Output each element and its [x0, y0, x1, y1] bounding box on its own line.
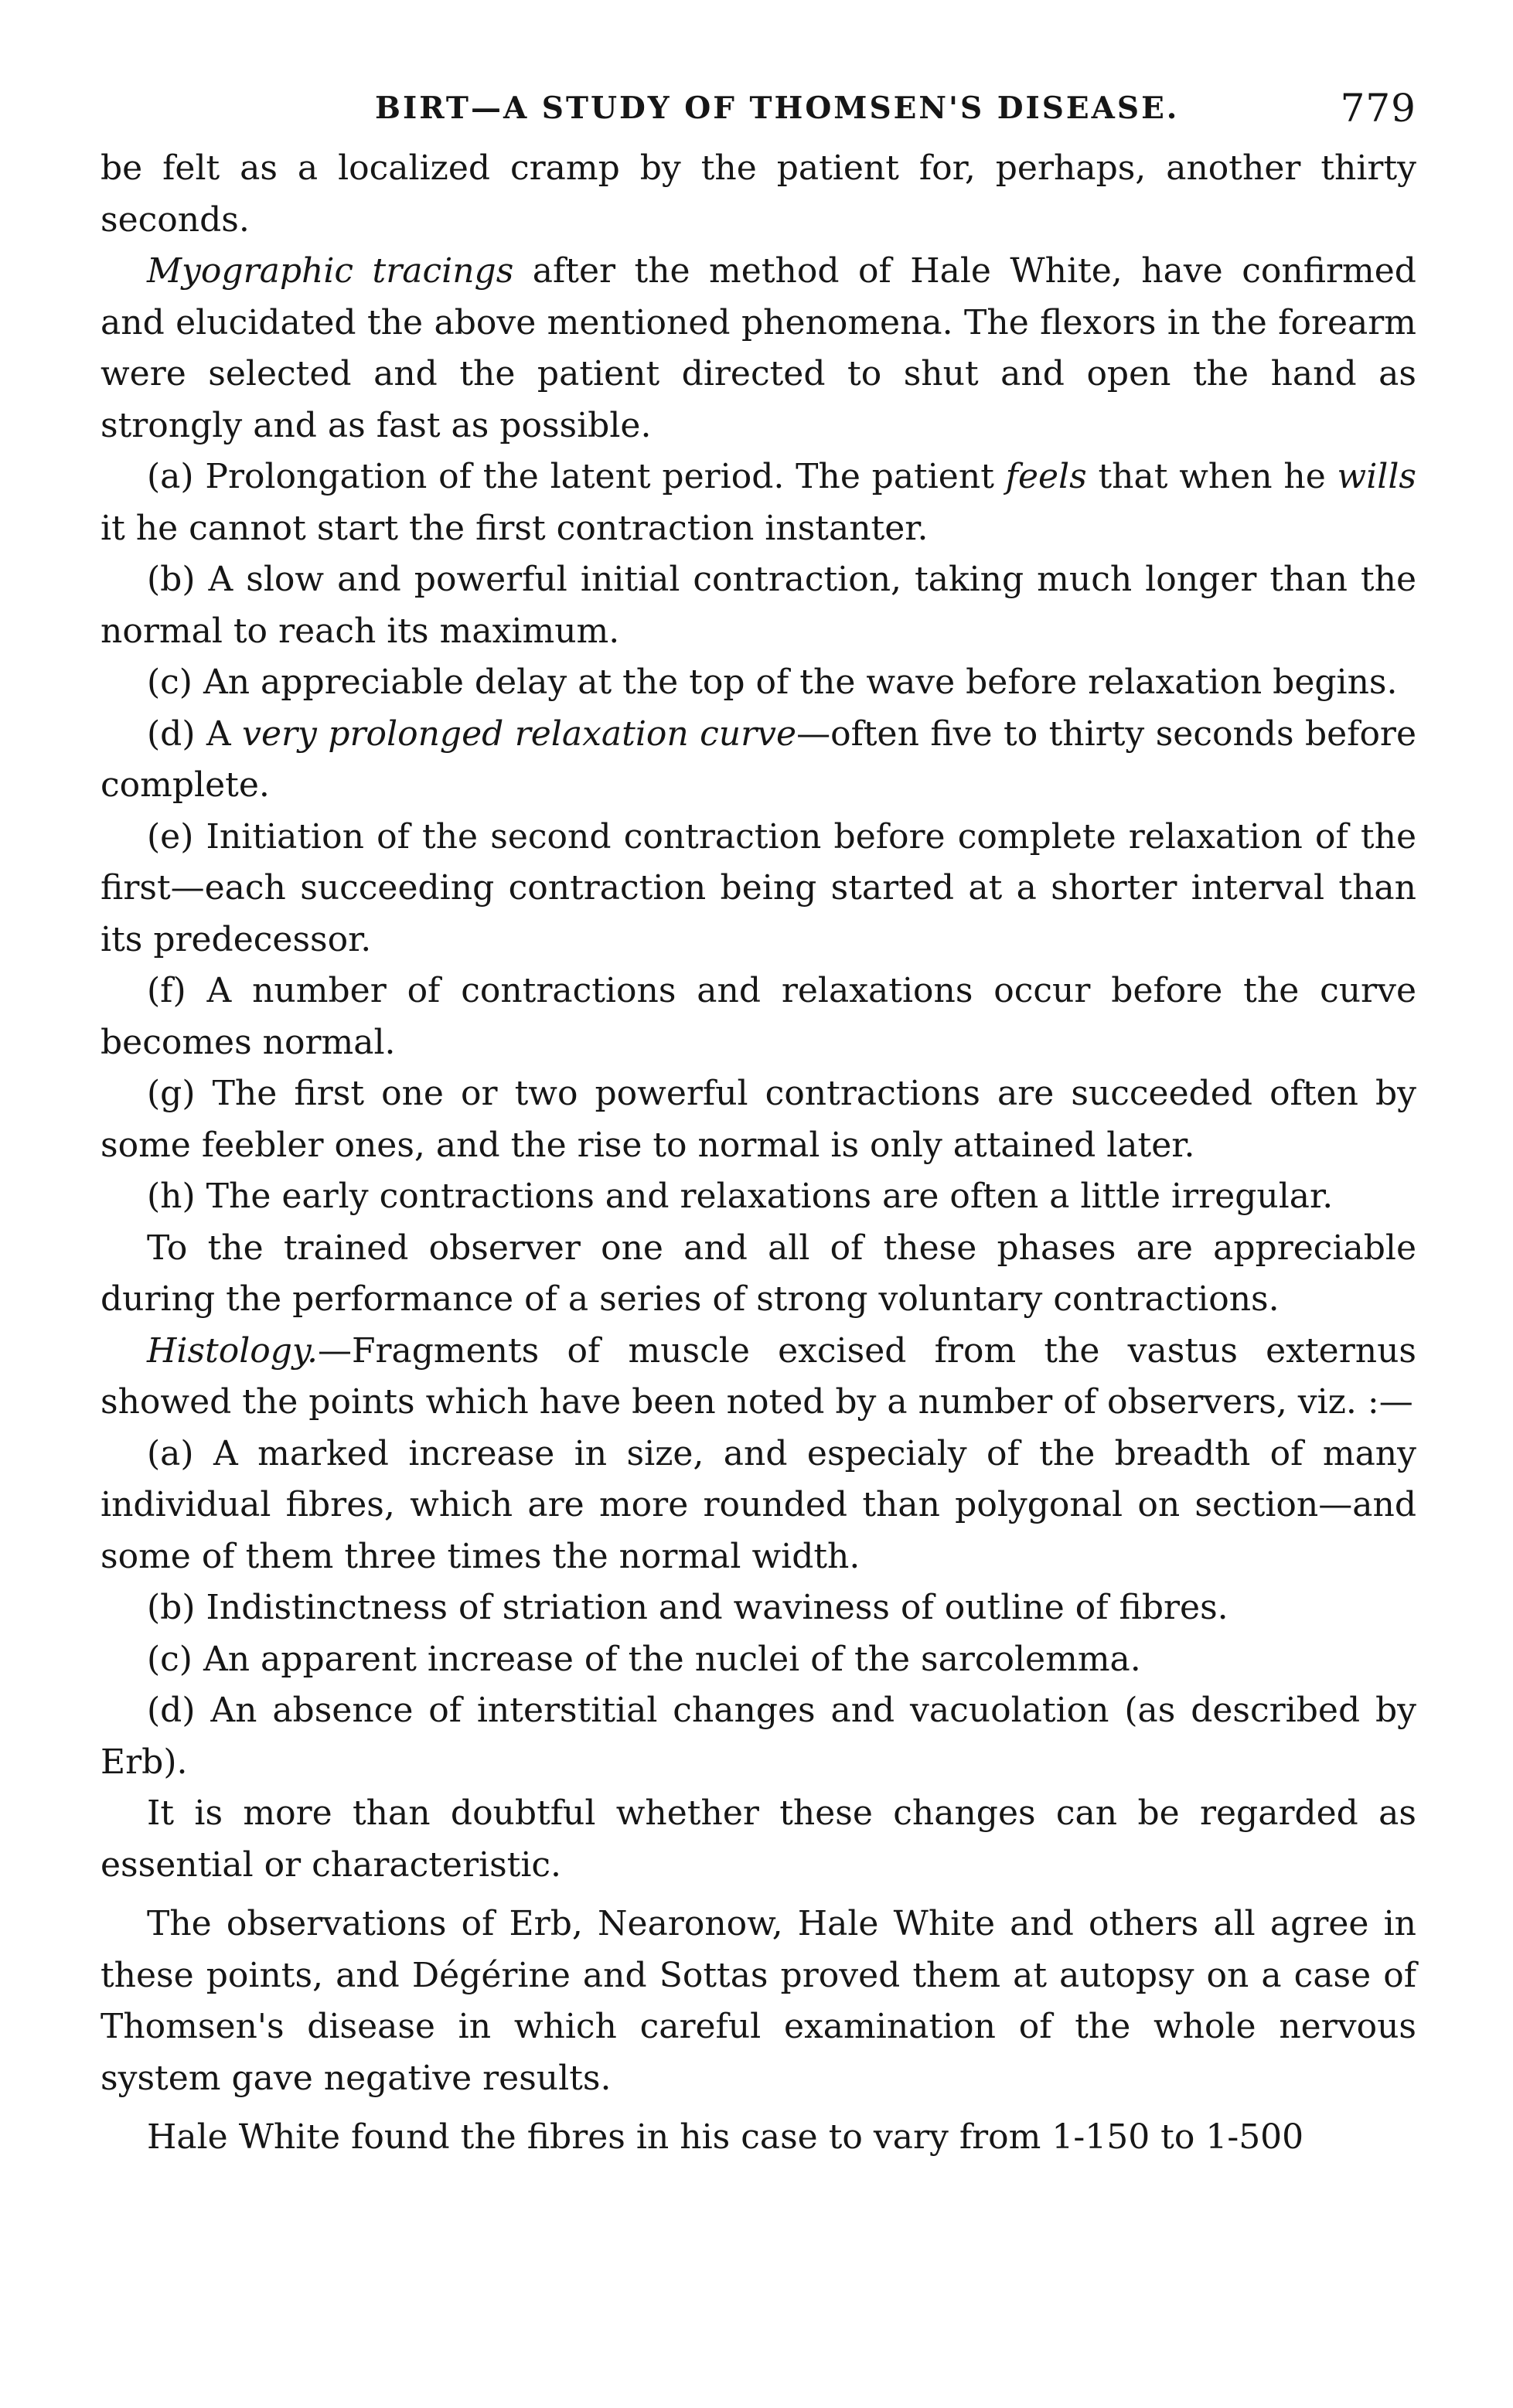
list-item: (d) An absence of interstitial changes and vacuolation (as described by Erb).: [101, 1691, 1416, 1782]
paragraph-myographic: Myographic tracings after the method of Hale White, have confirmed and elucidated the above mentioned phenomena. The flexors in the forearm were selected and the patient directed to shut and open the hand as strongly and as fast as possible.: [101, 251, 1416, 445]
section-lead-histology: Histology.: [147, 1330, 318, 1371]
section-lead-myographic: Myographic tracings: [147, 251, 514, 291]
page-number: 779: [1340, 86, 1416, 131]
paragraph-hale-white: Hale White found the fibres in his case to vary from 1-150 to 1-500: [147, 2117, 1304, 2157]
list-item: (g) The first one or two powerful contractions are succeeded often by some feebler ones, and the rise to normal is only attained later.: [101, 1074, 1416, 1165]
list-item: (b) A slow and powerful initial contraction, taking much longer than the normal to reach its maximum.: [101, 560, 1416, 651]
paragraph-trained-observer: To the trained observer one and all of these phases are appreciable during the performance of a series of strong voluntary contractions.: [101, 1228, 1416, 1319]
list-item: (f) A number of contractions and relaxations occur before the curve becomes normal.: [101, 971, 1416, 1062]
list-item: (e) Initiation of the second contraction before complete relaxation of the first—each succeeding contraction being started at a shorter interval than its predecessor.: [101, 816, 1416, 959]
list-item: (c) An appreciable delay at the top of the wave before relaxation begins.: [147, 662, 1398, 702]
paragraph-doubtful: It is more than doubtful whether these changes can be regarded as essential or characteristic.: [101, 1793, 1416, 1885]
running-title: BIRT—A STUDY OF THOMSEN'S DISEASE.: [375, 90, 1180, 126]
running-header: [101, 73, 1416, 143]
body-text: [101, 143, 1416, 2164]
list-item: (h) The early contractions and relaxations are often a little irregular.: [147, 1177, 1334, 1216]
paragraph-observations: The observations of Erb, Nearonow, Hale White and others all agree in these points, and Dégérine and Sottas proved them at autopsy on a case of Thomsen's disease in which careful examination of the whole nervous system gave negative results.: [101, 1904, 1416, 2098]
list-item: (c) An apparent increase of the nuclei of the sarcolemma.: [147, 1639, 1141, 1679]
list-item: (a) A marked increase in size, and especialy of the breadth of many individual fibres, which are more rounded than polygonal on section—and some of them three times the normal width.: [101, 1433, 1416, 1576]
paragraph-continuation: be felt as a localized cramp by the patient for, perhaps, another thirty seconds.: [101, 148, 1416, 240]
paragraph-histology: Histology.—Fragments of muscle excised from the vastus externus showed the points which have been noted by a number of observers, viz. :—: [101, 1330, 1416, 1422]
list-item: (d) A very prolonged relaxation curve—often five to thirty seconds before complete.: [101, 714, 1417, 805]
list-item: (a) Prolongation of the latent period. The patient feels that when he wills it he cannot start the first contraction instanter.: [101, 457, 1417, 548]
list-item: (b) Indistinctness of striation and waviness of outline of fibres.: [147, 1588, 1228, 1627]
